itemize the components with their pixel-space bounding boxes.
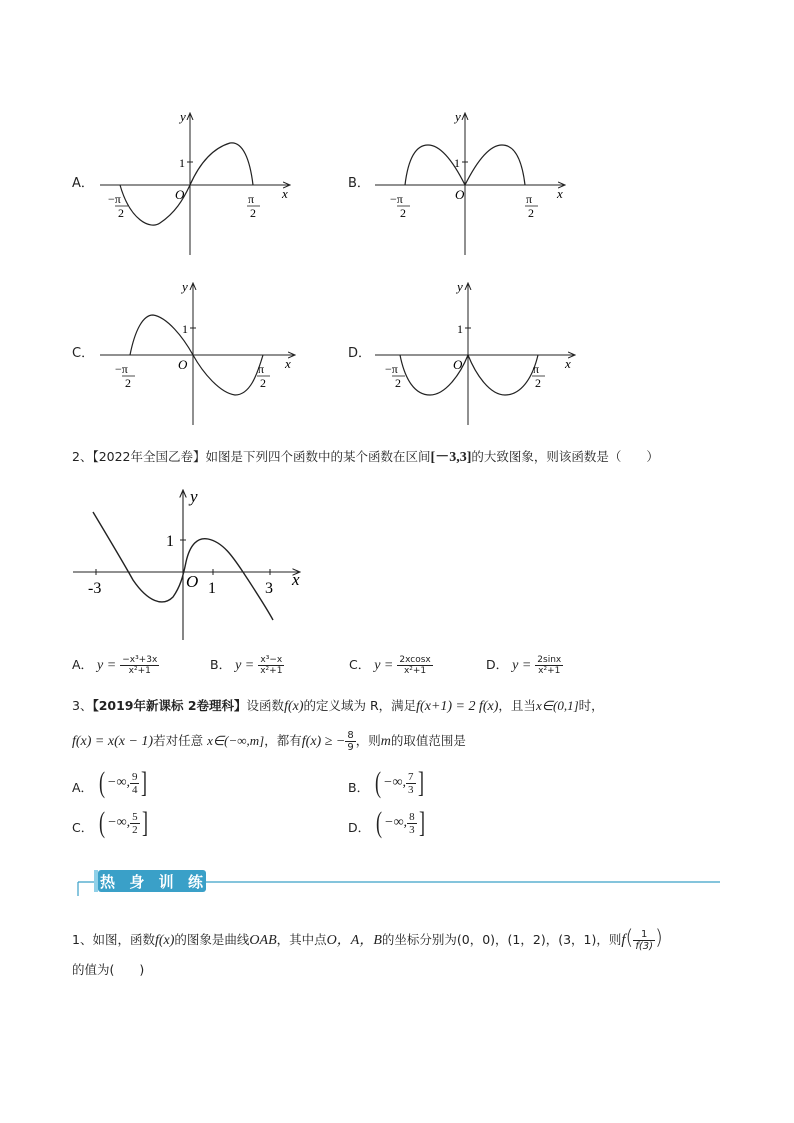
tick-one-y: 1 xyxy=(166,533,174,550)
q1-graph-b xyxy=(370,105,580,255)
q2-option-d[interactable] xyxy=(486,655,563,676)
option-label: C． xyxy=(349,657,371,672)
stem-text: ，都有 xyxy=(264,733,302,748)
q1-option-a-label: A． xyxy=(72,176,94,191)
stem-text: 如图，函数 xyxy=(92,932,155,947)
q1-option-d-label: D． xyxy=(348,346,372,361)
x-label: x xyxy=(557,186,563,201)
tick-pi: π xyxy=(526,192,533,206)
q1-graph-c xyxy=(95,275,305,425)
tick-one: 1 xyxy=(457,322,463,336)
y-label: y xyxy=(180,109,186,124)
interval: [－3,3] xyxy=(430,450,472,465)
tick-neg-2: 2 xyxy=(395,376,401,390)
stem-text: ，则 xyxy=(355,733,381,748)
stem-tail: 的大致图象，则该函数是（ ） xyxy=(471,449,659,464)
option-label: B． xyxy=(210,657,232,672)
math-points: O，A，B xyxy=(326,933,382,948)
option-den: x²+1 xyxy=(403,666,427,676)
frac-den: f(3) xyxy=(635,941,654,952)
stem-text: 时， xyxy=(578,698,604,713)
option-lhs: y = xyxy=(235,658,255,673)
option-label: D． xyxy=(348,820,371,835)
option-lhs: y = xyxy=(374,658,394,673)
option-num: 9 xyxy=(131,770,138,783)
tick-one-x: 1 xyxy=(208,580,216,597)
curve xyxy=(120,143,253,225)
math-set: x∈(−∞,m] xyxy=(207,733,265,748)
math-f: f xyxy=(621,932,626,948)
tick-neg-2: 2 xyxy=(125,376,131,390)
math-expr: f(x) = x(x − 1) xyxy=(72,734,154,749)
math-curve: OAB xyxy=(249,933,277,948)
option-num: 8 xyxy=(409,810,415,823)
origin-label: O xyxy=(175,187,185,202)
option-lower: −∞, xyxy=(107,815,131,830)
option-den: 2 xyxy=(132,823,138,836)
q3-option-b[interactable]: B． ( −∞, $\frac{7}{3}$ ] xyxy=(348,766,424,799)
frac-den: 9 xyxy=(347,742,354,753)
tick-neg-2: 2 xyxy=(400,206,406,220)
option-den: x²+1 xyxy=(260,666,283,676)
tick-2: 2 xyxy=(535,376,541,390)
stem-text: 的坐标分别为(0，0)，(1，2)，(3，1)，则 xyxy=(381,932,622,947)
q2-stem xyxy=(72,446,659,466)
tick-2: 2 xyxy=(260,376,266,390)
stem-text: 如图是下列四个函数中的某个函数在区间 xyxy=(205,449,431,464)
option-lower: −∞, xyxy=(383,775,406,790)
option-label: B． xyxy=(348,780,370,795)
math-fx: f(x) xyxy=(154,933,175,948)
stem-text: 若对任意 xyxy=(153,733,204,748)
tick-one: 1 xyxy=(179,156,185,170)
y-label: y xyxy=(182,279,188,294)
origin-label: O xyxy=(186,572,199,591)
math-cond: f(x+1) = 2 f(x) xyxy=(416,699,499,714)
w1-stem-line1: 1、如图，函数f(x)的图象是曲线OAB，其中点O，A，B的坐标分别为(0，0)，(1，2)，(3，1)，则f( $\frac{1}{f(3)}$ ) xyxy=(72,925,663,952)
x-label: x xyxy=(565,356,571,371)
q2-option-c[interactable] xyxy=(349,655,433,676)
option-label: C． xyxy=(72,820,94,835)
y-label: y xyxy=(190,487,198,506)
warmup-char: 身 xyxy=(129,873,146,891)
tick-pi: π xyxy=(248,192,255,206)
warmup-char: 热 xyxy=(100,873,117,891)
option-lhs: y = xyxy=(512,658,532,673)
stem-text: 设函数 xyxy=(246,698,285,713)
tick-neg-pi: −π xyxy=(108,192,121,206)
frac-num: 8 xyxy=(347,730,354,741)
option-num: 7 xyxy=(408,770,414,783)
q3-option-a[interactable]: A． ( −∞, $\frac{9}{4}$ ] xyxy=(72,766,148,799)
tick-pi: π xyxy=(533,362,540,376)
math-cond2: x∈(0,1] xyxy=(535,698,579,713)
x-label: x xyxy=(285,356,291,371)
tick-neg-2: 2 xyxy=(118,206,124,220)
warmup-title xyxy=(100,871,204,892)
origin-label: O xyxy=(178,357,188,372)
question-number: 3、 xyxy=(72,698,93,713)
tick-neg3: -3 xyxy=(88,580,102,597)
q3-option-c[interactable]: C． ( −∞, $\frac{5}{2}$ ] xyxy=(72,806,148,839)
tick-2: 2 xyxy=(528,206,534,220)
frac-num: 1 xyxy=(633,929,655,941)
math-fx: f(x) xyxy=(284,699,304,714)
question-source: 【2022年全国乙卷】 xyxy=(92,449,206,464)
option-den: x²+1 xyxy=(538,666,561,676)
warmup-char: 训 xyxy=(158,873,175,891)
option-den: 4 xyxy=(131,783,138,796)
option-num: −x³+3x xyxy=(122,655,158,665)
option-den: 3 xyxy=(409,823,415,836)
q1-graph-d xyxy=(370,275,585,425)
origin-label: O xyxy=(453,357,463,372)
question-number: 2、 xyxy=(72,449,93,464)
option-label: A． xyxy=(72,780,94,795)
option-label: D． xyxy=(486,657,509,672)
option-num: x³−x xyxy=(258,655,284,666)
stem-text: ，其中点 xyxy=(276,932,327,947)
warmup-char: 练 xyxy=(187,873,204,891)
stem-text: 的定义域为 R，满足 xyxy=(303,698,417,713)
stem-text: 的取值范围是 xyxy=(390,733,466,748)
q3-option-d[interactable]: D． ( −∞, $\frac{8}{3}$ ] xyxy=(348,806,425,839)
q3-stem-line2 xyxy=(72,730,466,753)
math-m: m xyxy=(380,734,391,749)
q1-graph-a xyxy=(95,105,305,255)
option-num: 5 xyxy=(132,810,138,823)
option-den: 3 xyxy=(408,783,414,796)
x-label: x xyxy=(282,186,288,201)
option-label: A． xyxy=(72,657,94,672)
tick-neg-pi: −π xyxy=(385,362,398,376)
tick-one: 1 xyxy=(454,156,460,170)
q2-option-a[interactable] xyxy=(72,655,159,676)
q1-option-b-label: B． xyxy=(348,176,370,191)
tick-one: 1 xyxy=(182,322,188,336)
stem-text: 的图象是曲线 xyxy=(174,932,250,947)
option-den: x²+1 xyxy=(128,666,151,676)
x-label: x xyxy=(292,570,300,589)
curve xyxy=(400,355,538,395)
y-label: y xyxy=(455,109,461,124)
stem-text: ，且当 xyxy=(498,698,536,713)
option-lhs: y = xyxy=(97,658,117,673)
question-number: 1、 xyxy=(72,932,93,947)
math-ineq: f(x) ≥ − xyxy=(301,734,346,749)
option-num: 2sinx xyxy=(537,655,562,665)
option-num: 2xcosx xyxy=(399,655,431,665)
w1-stem-line2: 的值为( ) xyxy=(72,962,145,977)
option-lower: −∞, xyxy=(107,775,130,790)
y-label: y xyxy=(457,279,463,294)
q3-stem-line1 xyxy=(72,696,604,715)
option-lower: −∞, xyxy=(384,815,408,830)
q1-option-c-label: C． xyxy=(72,346,95,361)
tick-2: 2 xyxy=(250,206,256,220)
tick-pos3: 3 xyxy=(265,580,273,597)
q2-graph xyxy=(68,482,313,642)
q2-options xyxy=(72,655,712,685)
tick-neg-pi: −π xyxy=(115,362,128,376)
tick-pi: π xyxy=(258,362,265,376)
question-source: 【2019年新课标 2卷理科】 xyxy=(92,698,247,713)
tick-neg-pi: −π xyxy=(390,192,403,206)
origin-label: O xyxy=(455,187,465,202)
q2-option-b[interactable] xyxy=(210,655,284,676)
